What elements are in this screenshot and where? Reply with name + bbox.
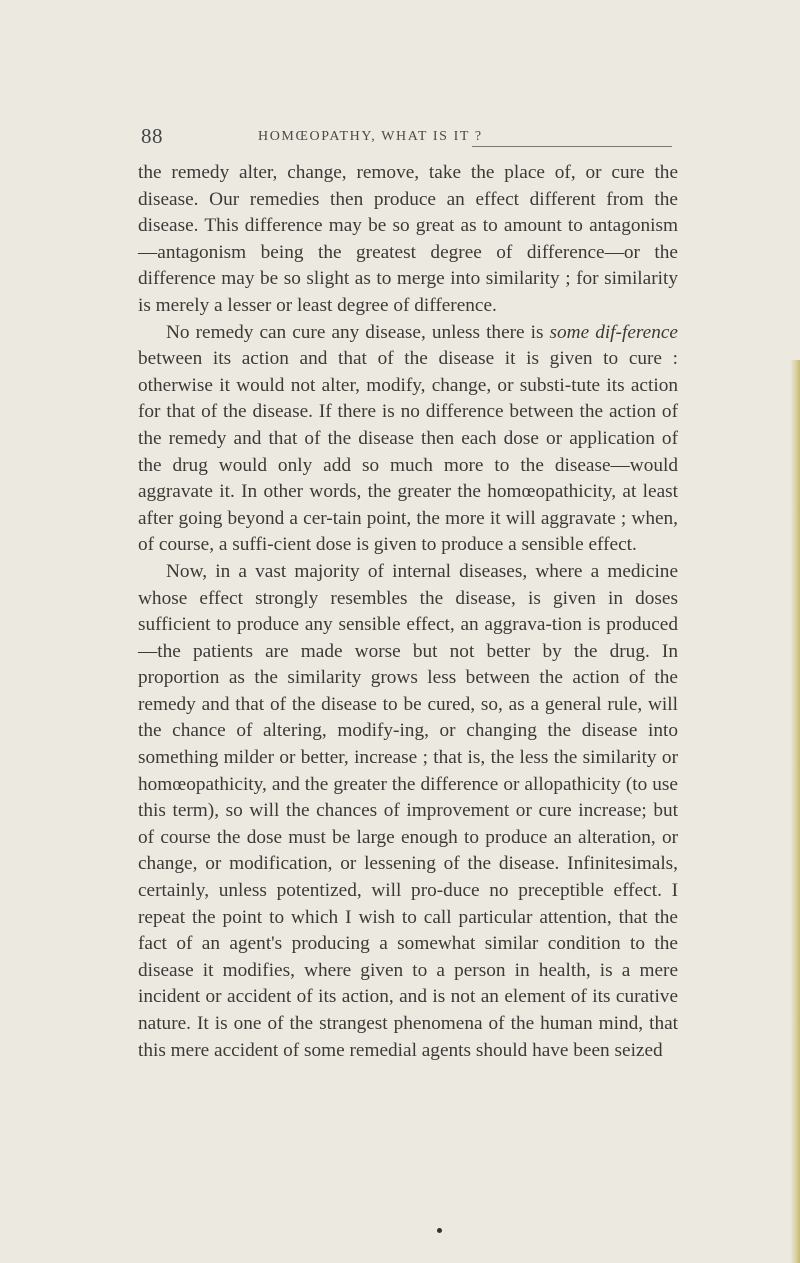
print-speck bbox=[437, 1228, 442, 1233]
paragraph-1-text: the remedy alter, change, remove, take the place of, or cure the disease. Our remedies then produce an effect different from the disease. This difference may be so great as to amount to antagonism—antagonism being the greatest degree of difference—or the difference may be so slight as to merge into similarity ; for similarity is merely a lesser or least degree of difference. bbox=[138, 162, 678, 316]
page-edge-discoloration bbox=[790, 360, 800, 1263]
page-number: 88 bbox=[141, 124, 163, 148]
paragraph-2-text-start: No remedy can cure any disease, unless there is bbox=[166, 321, 550, 343]
header-rule bbox=[472, 146, 672, 147]
running-head: HOMŒOPATHY, WHAT IS IT ? bbox=[258, 129, 483, 144]
paragraph-3-text: Now, in a vast majority of internal diseases, where a medicine whose effect strongly resembles the disease, is given in doses sufficient to produce any sensible effect, an aggrava-tion is produced—the patients are made worse but not better by the drug. In proportion as the similarity grows less between the action of the remedy and that of the disease to be cured, so, as a general rule, will the chance of altering, modify-ing, or changing the disease into something milder or better, increase ; that is, the less the similarity or homœopathicity, and the greater the difference or allopathicity (to use this term), so will the chances of improvement or cure increase; but of course the dose must be large enough to produce an alteration, or change, or modification, or lessening of the disease. Infinitesimals, certainly, unless potentized, will pro-duce no preceptible effect. I repeat the point to which I wish to call particular attention, that the fact of an agent's producing a somewhat similar condition to the disease it modifies, where given to a person in health, is a mere incident or accident of its action, and is not an element of its curative nature. It is one of the strangest phenomena of the human mind, that this mere accident of some remedial agents should have been seized bbox=[138, 560, 678, 1061]
paragraph-2-emphasis: some dif-ference bbox=[549, 321, 678, 343]
body-text bbox=[138, 160, 678, 1064]
paragraph-3 bbox=[138, 559, 678, 1064]
paragraph-2-text-end: between its action and that of the disease it is given to cure : otherwise it would not alter, modify, change, or substi-tute its action for that of the disease. If there is no difference between the action of the remedy and that of the disease then each dose or application of the drug would only add so much more to the disease—would aggravate it. In other words, the greater the homœopathicity, at least after going beyond a cer-tain point, the more it will aggravate ; when, of course, a suffi-cient dose is given to produce a sensible effect. bbox=[138, 348, 678, 556]
paragraph-2 bbox=[138, 320, 678, 559]
paragraph-1 bbox=[138, 160, 678, 320]
